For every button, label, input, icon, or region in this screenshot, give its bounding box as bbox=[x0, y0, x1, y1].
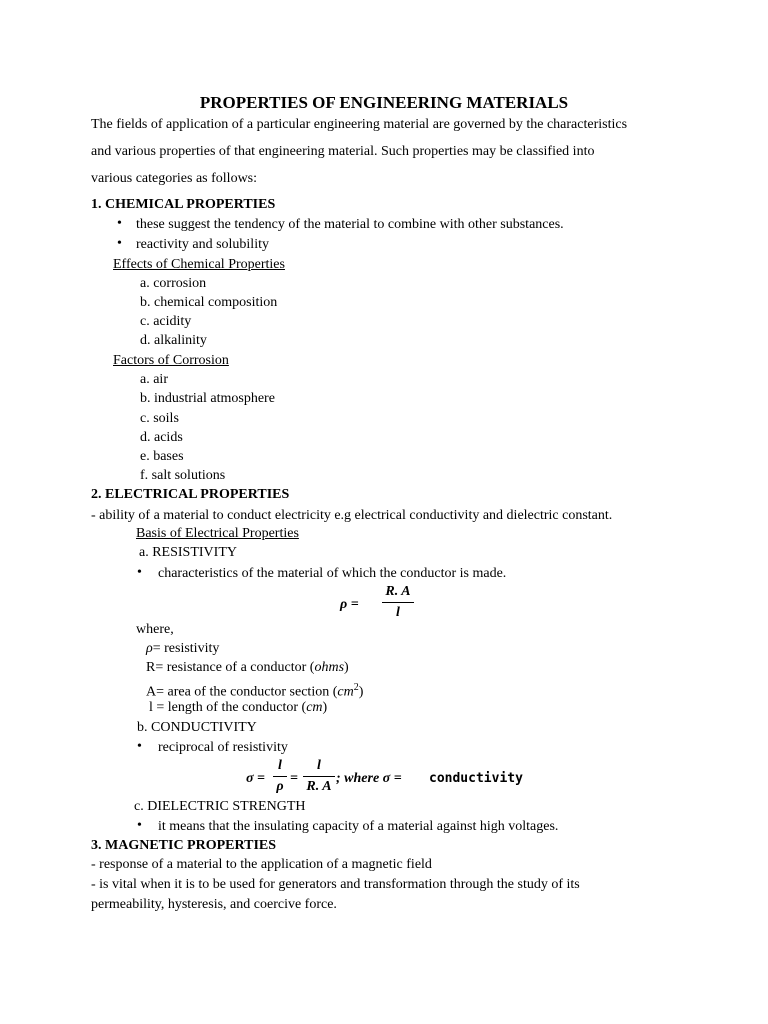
list-item: a. corrosion bbox=[140, 276, 207, 291]
fraction-denominator: l bbox=[396, 605, 400, 620]
unit-exponent: 2 bbox=[353, 682, 359, 693]
definition-r bbox=[146, 659, 349, 677]
list-item: reciprocal of resistivity bbox=[158, 740, 288, 755]
intro-line: and various properties of that engineering material. Such properties may be classified into bbox=[91, 144, 595, 159]
paragraph-line: - response of a material to the application of a magnetic field bbox=[91, 857, 432, 872]
definition-text: R= resistance of a conductor ( bbox=[146, 660, 315, 675]
resistivity-fraction bbox=[382, 583, 414, 622]
list-item: these suggest the tendency of the material to combine with other substances. bbox=[136, 217, 564, 232]
fraction-bar bbox=[303, 776, 335, 777]
list-item: characteristics of the material of which the conductor is made. bbox=[158, 566, 507, 581]
paragraph-line: - is vital when it is to be used for generators and transformation through the study of its bbox=[91, 877, 580, 892]
subheading-factors: Factors of Corrosion bbox=[113, 353, 229, 368]
fraction-denominator: R. A bbox=[306, 779, 332, 794]
unit-text: cm bbox=[306, 700, 323, 715]
fraction-denominator: ρ bbox=[276, 779, 284, 794]
intro-line: The fields of application of a particular engineering material are governed by the characteristics bbox=[91, 117, 628, 132]
unit-text: ohms bbox=[314, 660, 345, 675]
page-title: PROPERTIES OF ENGINEERING MATERIALS bbox=[199, 93, 569, 112]
section-heading-electrical: 2. ELECTRICAL PROPERTIES bbox=[91, 487, 290, 502]
formula-word: conductivity bbox=[429, 771, 523, 786]
where-label: where, bbox=[136, 622, 174, 637]
definition-text: ) bbox=[322, 700, 328, 715]
section-heading-chemical: 1. CHEMICAL PROPERTIES bbox=[91, 197, 276, 212]
conductivity-label: b. CONDUCTIVITY bbox=[137, 720, 257, 735]
subheading-effects: Effects of Chemical Properties bbox=[113, 257, 285, 272]
formula-lhs: σ = bbox=[246, 771, 266, 786]
bullet-icon: • bbox=[137, 818, 142, 833]
list-item: c. acidity bbox=[140, 314, 192, 329]
definition-rho bbox=[146, 640, 219, 658]
list-item: c. soils bbox=[140, 411, 179, 426]
conductivity-fraction-1 bbox=[273, 757, 287, 796]
fraction-numerator: R. A bbox=[385, 584, 411, 599]
fraction-numerator: l bbox=[278, 758, 282, 773]
list-item: a. air bbox=[140, 372, 168, 387]
definition-text: ) bbox=[358, 684, 364, 700]
dielectric-label: c. DIELECTRIC STRENGTH bbox=[134, 799, 306, 814]
fraction-bar bbox=[382, 602, 414, 603]
fraction-bar bbox=[273, 776, 287, 777]
paragraph-line: permeability, hysteresis, and coercive force. bbox=[91, 897, 337, 912]
bullet-icon: • bbox=[117, 216, 122, 231]
conductivity-fraction-2 bbox=[303, 757, 335, 796]
list-item: b. chemical composition bbox=[140, 295, 278, 310]
definition-l bbox=[149, 699, 327, 717]
list-item: reactivity and solubility bbox=[136, 237, 269, 252]
unit-text: cm bbox=[337, 684, 354, 700]
resistivity-label: a. RESISTIVITY bbox=[139, 545, 237, 560]
list-item: d. alkalinity bbox=[140, 333, 207, 348]
definition-text: A= area of the conductor section ( bbox=[146, 684, 338, 700]
subheading-basis: Basis of Electrical Properties bbox=[136, 526, 299, 541]
fraction-numerator: l bbox=[317, 758, 321, 773]
list-item: it means that the insulating capacity of a material against high voltages. bbox=[158, 819, 559, 834]
list-item: b. industrial atmosphere bbox=[140, 391, 275, 406]
section-description: - ability of a material to conduct electricity e.g electrical conductivity and dielectric constant. bbox=[91, 508, 613, 523]
intro-line: various categories as follows: bbox=[91, 171, 258, 186]
formula-lhs: ρ = bbox=[340, 597, 359, 612]
formula-where: ; where σ = bbox=[336, 771, 402, 786]
bullet-icon: • bbox=[137, 739, 142, 754]
bullet-icon: • bbox=[117, 236, 122, 251]
list-item: f. salt solutions bbox=[140, 468, 226, 483]
list-item: e. bases bbox=[140, 449, 184, 464]
definition-text: = resistivity bbox=[152, 641, 220, 656]
rho-symbol: ρ bbox=[146, 641, 153, 656]
list-item: d. acids bbox=[140, 430, 183, 445]
definition-text: ) bbox=[344, 660, 349, 675]
equals-sign: = bbox=[290, 771, 298, 786]
bullet-icon: • bbox=[137, 565, 142, 580]
definition-text: l = length of the conductor ( bbox=[149, 700, 307, 715]
section-heading-magnetic: 3. MAGNETIC PROPERTIES bbox=[91, 838, 277, 853]
